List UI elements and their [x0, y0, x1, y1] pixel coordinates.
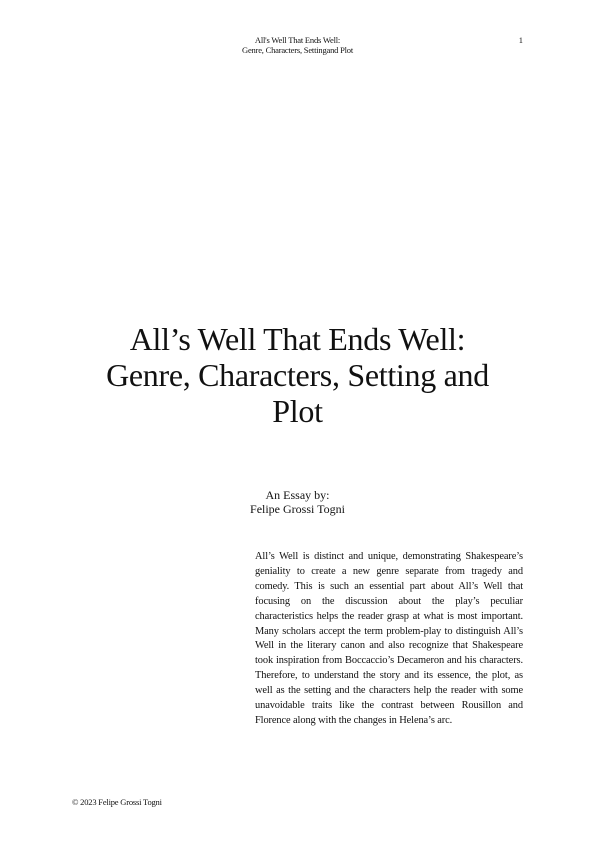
title-line-2: Genre, Characters, Setting and [106, 357, 489, 393]
abstract-paragraph: All’s Well is distinct and unique, demonstrating Shakespeare’s geniality to create a new genre separate from tragedy and comedy. This is such an essential part about All’s Well that focusing on the discussion about the play’s peculiar characteristics helps the reader grasp at what is most important. Many scholars accept the term problem-play to distinguish All’s Well in the literary canon and also recognize that Shakespeare took inspiration from Boccaccio’s Decameron and his characters. Therefore, to understand the story and its essence, the plot, as well as the setting and the characters help the reader with some unavoidable traits like the contrast between Rousillon and Florence along with the changes in Helena’s arc. [255, 551, 523, 726]
title-line-1: All’s Well That Ends Well: [129, 321, 466, 357]
author-name: Felipe Grossi Togni [250, 502, 345, 516]
page-number: 1 [518, 35, 523, 45]
byline-label: An Essay by: [265, 488, 330, 502]
running-header-line-1: All's Well That Ends Well: [254, 35, 341, 45]
copyright-footer: © 2023 Felipe Grossi Togni [72, 797, 162, 807]
title-line-3: Plot [272, 393, 323, 429]
document-title [0, 321, 595, 429]
running-header-line-2: Genre, Characters, Settingand Plot [242, 45, 353, 55]
running-header [0, 35, 595, 55]
author-byline [0, 488, 595, 516]
